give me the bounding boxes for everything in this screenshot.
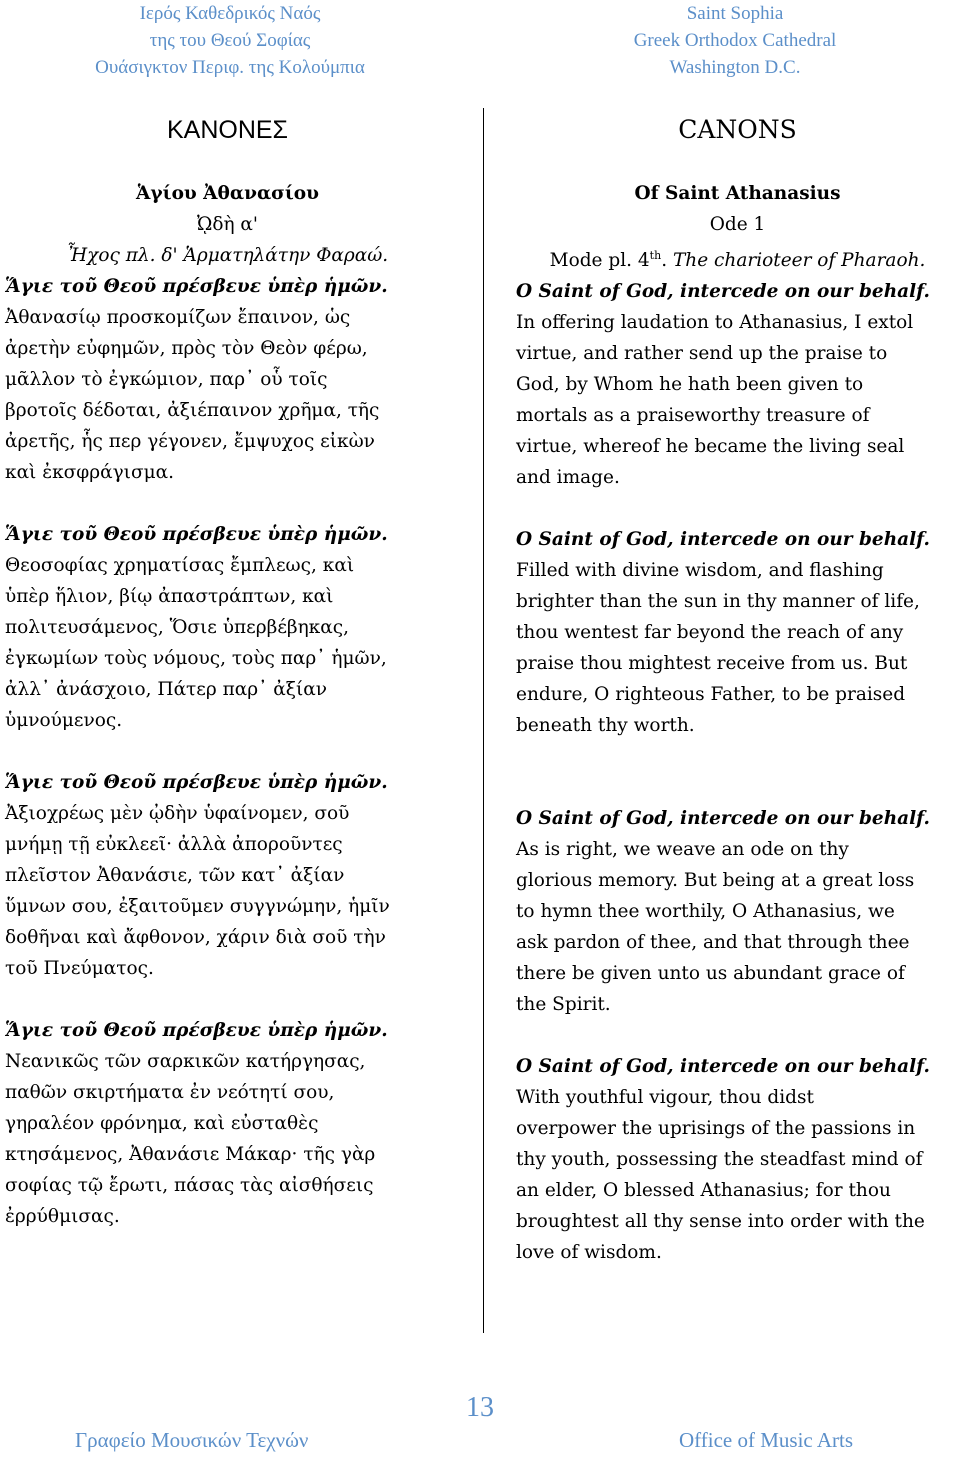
english-line: mortals as a praiseworthy treasure of bbox=[516, 405, 870, 427]
greek-subtitle: Ἁγίου Ἀθανασίου bbox=[136, 183, 319, 204]
english-stanza-2 bbox=[516, 555, 959, 741]
greek-ode: ᾨδὴ α' bbox=[196, 214, 259, 235]
english-line: beneath thy worth. bbox=[516, 715, 695, 737]
footer-greek: Γραφείο Μουσικών Τεχνών bbox=[75, 1428, 309, 1452]
greek-stanza-3 bbox=[5, 798, 450, 984]
greek-refrain-4: Ἅγιε τοῦ Θεοῦ πρέσβευε ὑπὲρ ἡμῶν. bbox=[5, 1020, 388, 1041]
header-english-line-3: Washington D.C. bbox=[669, 57, 801, 78]
english-mode-prefix: Mode pl. 4 bbox=[549, 250, 650, 272]
greek-line: βροτοῖς δέδοται, ἀξιέπαινον χρῆμα, τῆς bbox=[5, 400, 380, 421]
english-line: endure, O righteous Father, to be praised bbox=[516, 684, 906, 706]
page-number: 13 bbox=[466, 1392, 494, 1423]
header-greek-line-1: Ιερός Καθεδρικός Ναός bbox=[139, 3, 321, 24]
english-subtitle: Of Saint Athanasius bbox=[634, 183, 841, 204]
english-title: CANONS bbox=[678, 115, 797, 144]
greek-mode: Ἦχος πλ. δ' Ἁρματηλάτην Φαραώ. bbox=[66, 245, 389, 266]
greek-line: μᾶλλον τὸ ἐγκώμιον, παρ᾽ οὗ τοῖς bbox=[5, 369, 328, 390]
greek-line: γηραλέον φρόνημα, καὶ εὐσταθὲς bbox=[5, 1113, 319, 1134]
greek-stanza-1 bbox=[5, 302, 450, 488]
greek-line: Θεοσοφίας χρηματίσας ἔμπλεως, καὶ bbox=[5, 555, 355, 576]
english-line: overpower the uprisings of the passions in bbox=[516, 1118, 916, 1140]
greek-line: ἐγκωμίων τοὺς νόμους, τοὺς παρ᾽ ἡμῶν, bbox=[5, 648, 387, 669]
english-mode-sup: th bbox=[649, 249, 662, 262]
english-refrain-3: O Saint of God, intercede on our behalf. bbox=[516, 808, 930, 830]
greek-line: Ἀθανασίῳ προσκομίζων ἔπαινον, ὡς bbox=[5, 307, 351, 328]
english-line: ask pardon of thee, and that through thee bbox=[516, 932, 910, 954]
greek-line: κτησάμενος, Ἀθανάσιε Μάκαρ· τῆς γὰρ bbox=[5, 1144, 376, 1165]
english-line: the Spirit. bbox=[516, 994, 611, 1016]
english-line: thou wentest far beyond the reach of any bbox=[516, 622, 904, 644]
greek-line: ὑμνούμενος. bbox=[5, 710, 123, 731]
greek-line: ἀρετὴν εὐφημῶν, πρὸς τὸν Θεὸν φέρω, bbox=[5, 338, 368, 359]
english-line: God, by Whom he hath been given to bbox=[516, 374, 864, 396]
header-english bbox=[505, 0, 960, 81]
greek-line: ἀλλ᾽ ἀνάσχοιο, Πάτερ παρ᾽ ἀξίαν bbox=[5, 679, 327, 700]
greek-refrain-2: Ἅγιε τοῦ Θεοῦ πρέσβευε ὑπὲρ ἡμῶν. bbox=[5, 524, 388, 545]
greek-line: μνήμῃ τῇ εὐκλεεῖ· ἀλλὰ ἀποροῦντες bbox=[5, 834, 343, 855]
greek-line: πολιτευσάμενος, Ὅσιε ὑπερβέβηκας, bbox=[5, 617, 349, 638]
greek-title: ΚΑΝΟΝΕΣ bbox=[166, 116, 289, 144]
greek-line: ὑπὲρ ἥλιον, βίῳ ἀπαστράπτων, καὶ bbox=[5, 586, 334, 607]
column-divider bbox=[483, 108, 484, 1333]
english-refrain-1: O Saint of God, intercede on our behalf. bbox=[516, 281, 930, 303]
english-mode bbox=[516, 240, 959, 276]
header-english-line-1: Saint Sophia bbox=[686, 3, 784, 24]
english-line: to hymn thee worthily, O Athanasius, we bbox=[516, 901, 895, 923]
english-mode-dot: . bbox=[661, 250, 668, 272]
greek-line: τοῦ Πνεύματος. bbox=[5, 958, 154, 979]
greek-line: Ἀξιοχρέως μὲν ᾠδὴν ὑφαίνομεν, σοῦ bbox=[5, 803, 350, 824]
greek-line: πλεῖστον Ἀθανάσιε, τῶν κατ᾽ ἀξίαν bbox=[5, 865, 345, 886]
english-refrain-2: O Saint of God, intercede on our behalf. bbox=[516, 529, 930, 551]
header-english-line-2: Greek Orthodox Cathedral bbox=[633, 30, 837, 51]
english-line: thy youth, possessing the steadfast mind of bbox=[516, 1149, 923, 1171]
greek-line: καὶ ἐκσφράγισμα. bbox=[5, 462, 174, 483]
english-line: brighter than the sun in thy manner of life, bbox=[516, 591, 920, 613]
greek-stanza-2 bbox=[5, 550, 450, 736]
greek-line: δοθῆναι καὶ ἄφθονον, χάριν διὰ σοῦ τὴν bbox=[5, 927, 386, 948]
english-line: In offering laudation to Athanasius, I extol bbox=[516, 312, 914, 334]
english-line: glorious memory. But being at a great loss bbox=[516, 870, 915, 892]
english-column bbox=[516, 110, 959, 1268]
english-line: virtue, whereof he became the living seal bbox=[516, 436, 905, 458]
header-greek bbox=[0, 0, 460, 81]
greek-line: ἐρρύθμισας. bbox=[5, 1206, 120, 1227]
english-refrain-4: O Saint of God, intercede on our behalf. bbox=[516, 1056, 930, 1078]
greek-column bbox=[5, 110, 450, 1232]
greek-refrain-1: Ἅγιε τοῦ Θεοῦ πρέσβευε ὑπὲρ ἡμῶν. bbox=[5, 276, 388, 297]
english-line: Filled with divine wisdom, and flashing bbox=[516, 560, 884, 582]
greek-line: σοφίας τῷ ἔρωτι, πάσας τὰς αἰσθήσεις bbox=[5, 1175, 374, 1196]
english-stanza-1 bbox=[516, 307, 959, 493]
english-line: As is right, we weave an ode on thy bbox=[516, 839, 849, 861]
header-greek-line-3: Ουάσιγκτον Περιφ. της Κολούμπια bbox=[95, 57, 365, 78]
english-mode-melody: The charioteer of Pharaoh. bbox=[672, 250, 926, 272]
english-line: broughtest all thy sense into order with the bbox=[516, 1211, 925, 1233]
greek-refrain-3: Ἅγιε τοῦ Θεοῦ πρέσβευε ὑπὲρ ἡμῶν. bbox=[5, 772, 388, 793]
greek-line: ἀρετῆς, ἧς περ γέγονεν, ἔμψυχος εἰκὼν bbox=[5, 431, 375, 452]
english-line: With youthful vigour, thou didst bbox=[516, 1087, 814, 1109]
english-line: praise thou mightest receive from us. But bbox=[516, 653, 908, 675]
english-line: there be given unto us abundant grace of bbox=[516, 963, 905, 985]
greek-line: παθῶν σκιρτήματα ἐν νεότητί σου, bbox=[5, 1082, 335, 1103]
english-line: virtue, and rather send up the praise to bbox=[516, 343, 888, 365]
greek-stanza-4 bbox=[5, 1046, 450, 1232]
header-greek-line-2: της του Θεού Σοφίας bbox=[149, 30, 311, 51]
english-line: an elder, O blessed Athanasius; for thou bbox=[516, 1180, 891, 1202]
english-stanza-3 bbox=[516, 834, 959, 1020]
greek-line: Νεανικῶς τῶν σαρκικῶν κατήργησας, bbox=[5, 1051, 366, 1072]
english-stanza-4 bbox=[516, 1082, 959, 1268]
english-line: love of wisdom. bbox=[516, 1242, 662, 1264]
english-line: and image. bbox=[516, 467, 620, 489]
greek-line: ὕμνων σου, ἐξαιτοῦμεν συγγνώμην, ἡμῖν bbox=[5, 896, 390, 917]
english-ode: Ode 1 bbox=[709, 214, 766, 235]
footer-english: Office of Music Arts bbox=[679, 1428, 853, 1452]
